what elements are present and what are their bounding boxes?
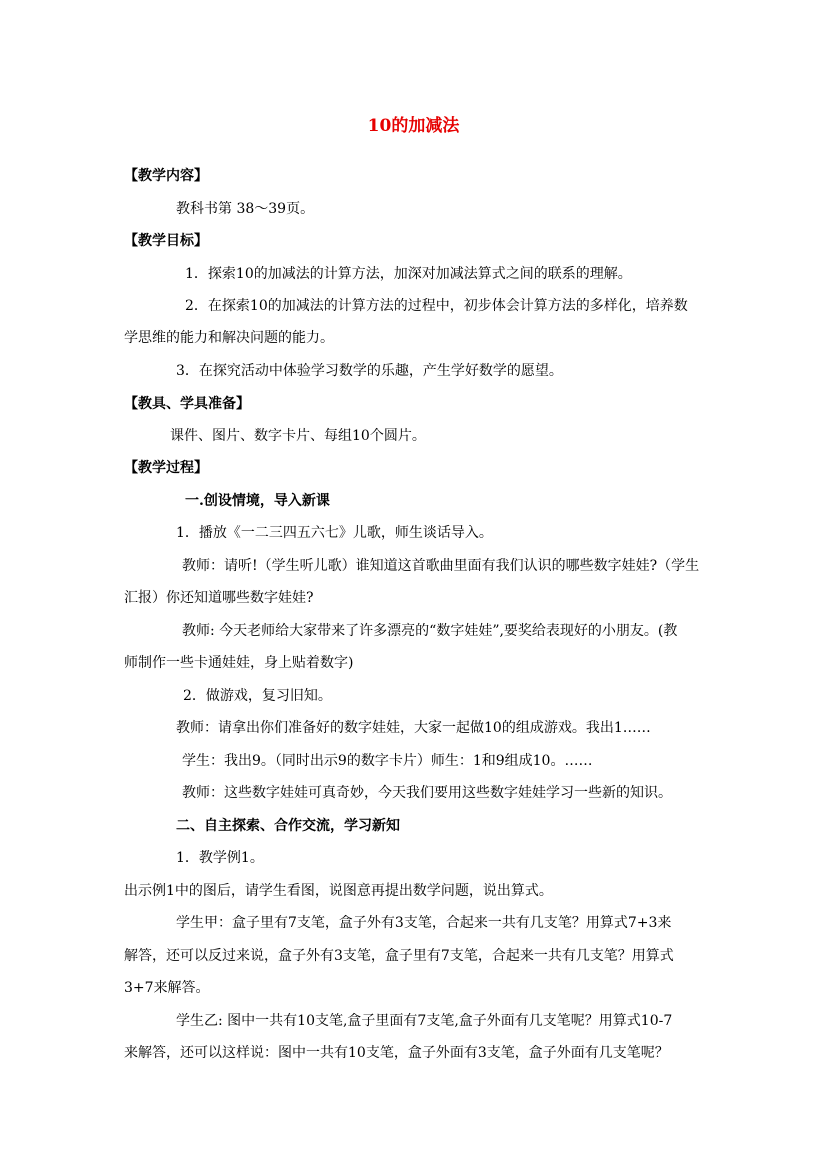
content-text: 教科书第 38～39页。: [176, 201, 315, 217]
part-1-dialogue-1-line-1: 教师：请听!（学生听儿歌）谁知道这首歌曲里面有我们认识的哪些数字娃娃?（学生: [182, 558, 700, 574]
part-2-student-a-line-3: 3+7来解答。: [124, 980, 210, 996]
goal-3: 3．在探究活动中体验学习数学的乐趣，产生学好数学的愿望。: [176, 363, 563, 379]
part-2-student-a-line-2: 解答，还可以反过来说，盒子外有3支笔，盒子里有7支笔，合起来一共有几支笔？用算式: [124, 948, 674, 964]
part-2-student-b-line-2: 来解答，还可以这样说：图中一共有10支笔，盒子外面有3支笔，盒子外面有几支笔呢？: [124, 1045, 669, 1061]
tools-text: 课件、图片、数字卡片、每组10个圆片。: [170, 428, 426, 444]
goal-1: 1．探索10的加减法的计算方法，加深对加减法算式之间的联系的理解。: [185, 266, 632, 282]
section-heading-process: 【教学过程】: [124, 460, 208, 476]
section-heading-tools: 【教具、学具准备】: [124, 396, 250, 412]
part-2-heading: 二、自主探索、合作交流，学习新知: [176, 818, 400, 834]
part-2-item-1: 1．教学例1。: [176, 850, 264, 866]
part-1-dialogue-3: 教师：请拿出你们准备好的数字娃娃，大家一起做10的组成游戏。我出1……: [176, 720, 651, 736]
document-title: 10的加减法: [367, 116, 460, 136]
part-2-instruction: 出示例1中的图后，请学生看图，说图意再提出数学问题，说出算式。: [124, 883, 553, 899]
part-1-dialogue-2-line-1: 教师: 今天老师给大家带来了许多漂亮的“数字娃娃”,要奖给表现好的小朋友。(教: [182, 623, 678, 639]
part-2-student-a-line-1: 学生甲：盒子里有7支笔，盒子外有3支笔，合起来一共有几支笔？用算式7+3来: [176, 915, 672, 931]
part-1-item-2: 2．做游戏，复习旧知。: [183, 688, 332, 704]
section-heading-content: 【教学内容】: [124, 168, 208, 184]
part-1-item-1: 1．播放《一二三四五六七》儿歌，师生谈话导入。: [176, 525, 493, 541]
part-2-student-b-line-1: 学生乙: 图中一共有10支笔,盒子里面有7支笔,盒子外面有几支笔呢？用算式10-7: [176, 1013, 673, 1029]
part-1-heading: 一.创设情境，导入新课: [185, 493, 330, 509]
part-1-dialogue-5: 教师：这些数字娃娃可真奇妙，今天我们要用这些数字娃娃学习一些新的知识。: [182, 785, 672, 801]
part-1-dialogue-1-line-2: 汇报）你还知道哪些数字娃娃?: [124, 590, 314, 606]
section-heading-goals: 【教学目标】: [124, 233, 208, 249]
part-1-dialogue-2-line-2: 师制作一些卡通娃娃，身上贴着数字): [124, 655, 354, 671]
part-1-dialogue-4: 学生：我出9。（同时出示9的数字卡片）师生：1和9组成10。……: [182, 753, 593, 769]
goal-2-line-2: 学思维的能力和解决问题的能力。: [124, 330, 334, 346]
goal-2-line-1: 2．在探索10的加减法的计算方法的过程中，初步体会计算方法的多样化，培养数: [185, 298, 688, 314]
